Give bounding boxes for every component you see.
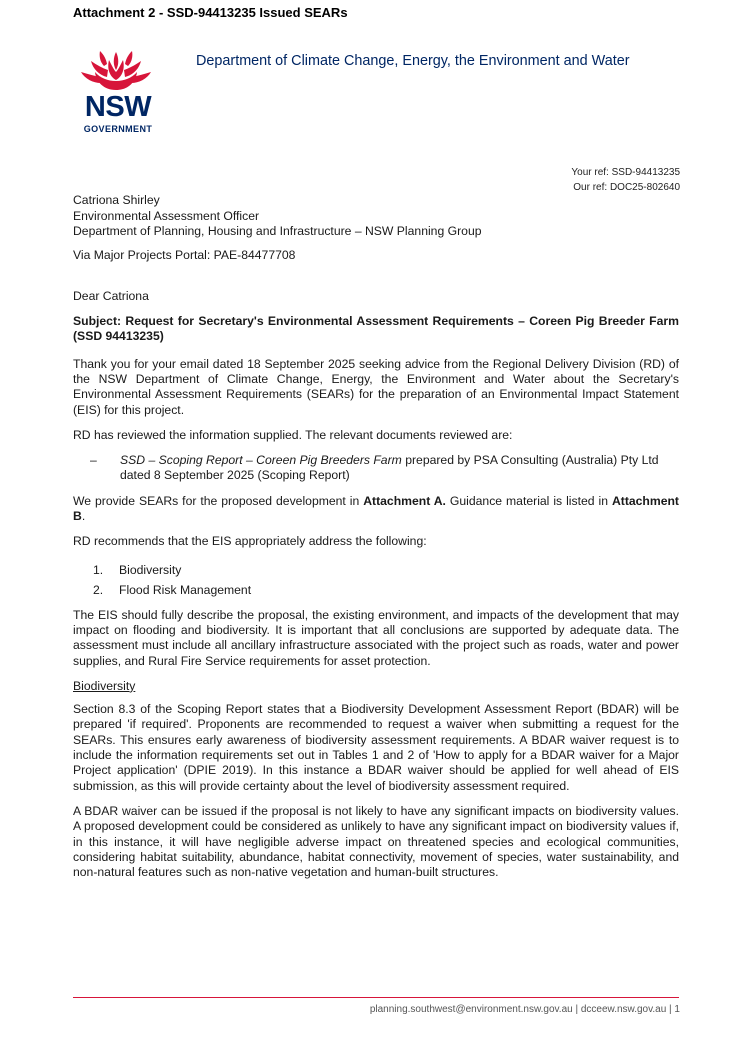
logo-government-text: GOVERNMENT (83, 124, 153, 134)
sears-text-a: We provide SEARs for the proposed development in (73, 493, 364, 508)
document-title: SSD – Scoping Report – Coreen Pig Breeders Farm (120, 453, 402, 468)
sears-paragraph (73, 494, 679, 525)
recipient-org: Department of Planning, Housing and Infrastructure – NSW Planning Group (73, 224, 482, 238)
reference-block (571, 165, 680, 195)
logo-nsw-text: NSW (84, 91, 152, 123)
attachment-a-link: Attachment A. (363, 493, 446, 508)
document-list-item (73, 453, 679, 484)
waratah-icon (74, 50, 158, 94)
department-name: Department of Climate Change, Energy, the Environment and Water (196, 53, 630, 69)
list-text: Flood Risk Management (119, 582, 252, 597)
footer-divider (73, 997, 679, 998)
recipient-title: Environmental Assessment Officer (73, 208, 260, 223)
attachment-header: Attachment 2 - SSD-94413235 Issued SEARs (73, 5, 348, 20)
list-item (73, 580, 679, 600)
reviewed-paragraph: RD has reviewed the information supplied. The relevant documents reviewed are: (73, 427, 513, 442)
list-number: 2. (93, 582, 104, 597)
subject-line: Subject: Request for Secretary's Environmental Assessment Requirements – Coreen Pig Breeder Farm (SSD 94413235) (73, 314, 679, 344)
recommendation-paragraph: RD recommends that the EIS appropriately address the following: (73, 534, 427, 549)
recommendation-list (73, 560, 679, 600)
bdar-paragraph: Section 8.3 of the Scoping Report states that a Biodiversity Development Assessment Report (BDAR) will be prepared 'if required'. Proponents are recommended to request a waiver when submitting a request for the SEARs. This ensures early awareness of biodiversity assessment requirements. A BDAR waiver request is to include the information requirements set out in Tables 1 and 2 of 'How to apply for a BDAR waiver for a Major Project application' (DPIE 2019). In this instance a BDAR waiver should be applied for well ahead of EIS submission, as this will provide certainty about the level of biodiversity assessment required. (73, 702, 679, 793)
nsw-government-logo (74, 50, 158, 140)
intro-paragraph: Thank you for your email dated 18 September 2025 seeking advice from the Regional Delivery Division (RD) of the NSW Department of Climate Change, Energy, the Environment and Water about the Secretary's Environmental Assessment Requirements (SEARs) for the preparation of an Environmental Impact Statement (EIS) for this project. (73, 356, 679, 417)
portal-reference: Via Major Projects Portal: PAE-84477708 (73, 247, 296, 262)
bdar-waiver-paragraph: A BDAR waiver can be issued if the proposal is not likely to have any significant impacts on biodiversity values. A proposed development could be considered as unlikely to have any significant impact on biodiversity values if, in this instance, it will have negligible adverse impact on threatened species and ecological communities, considering habitat suitability, abundance, habitat connectivity, movement of species, water sustainability, and non-natural features such as non-native vegetation and human-built structures. (73, 803, 679, 880)
document-reference (120, 453, 679, 484)
our-ref: Our ref: DOC25-802640 (573, 182, 680, 193)
recipient-name: Catriona Shirley (73, 193, 160, 207)
attachment-b-link: Attachment B (73, 493, 679, 524)
salutation: Dear Catriona (73, 288, 149, 303)
footer-contact: planning.southwest@environment.nsw.gov.au | dcceew.nsw.gov.au | 1 (369, 1004, 680, 1015)
bullet-dash: – (90, 453, 97, 468)
list-number: 1. (93, 562, 104, 577)
eis-paragraph: The EIS should fully describe the proposal, the existing environment, and impacts of the development that may impact on flooding and biodiversity. It is important that all conclusions are supported by adequate data. The assessment must include all ancillary infrastructure associated with the project such as roads, water and power supplies, and Rural Fire Service requirements for asset protection. (73, 607, 679, 668)
sears-text-e: . (81, 509, 86, 524)
your-ref: Your ref: SSD-94413235 (571, 167, 680, 178)
list-item (73, 560, 679, 580)
sears-text-c: Guidance material is listed in (445, 493, 612, 508)
recipient-address (73, 193, 679, 240)
list-text: Biodiversity (119, 562, 182, 577)
letter-body (73, 193, 679, 890)
document-details: prepared by PSA Consulting (Australia) Pty Ltd dated 8 September 2025 (Scoping Report) (120, 453, 659, 483)
biodiversity-heading: Biodiversity (73, 678, 136, 693)
